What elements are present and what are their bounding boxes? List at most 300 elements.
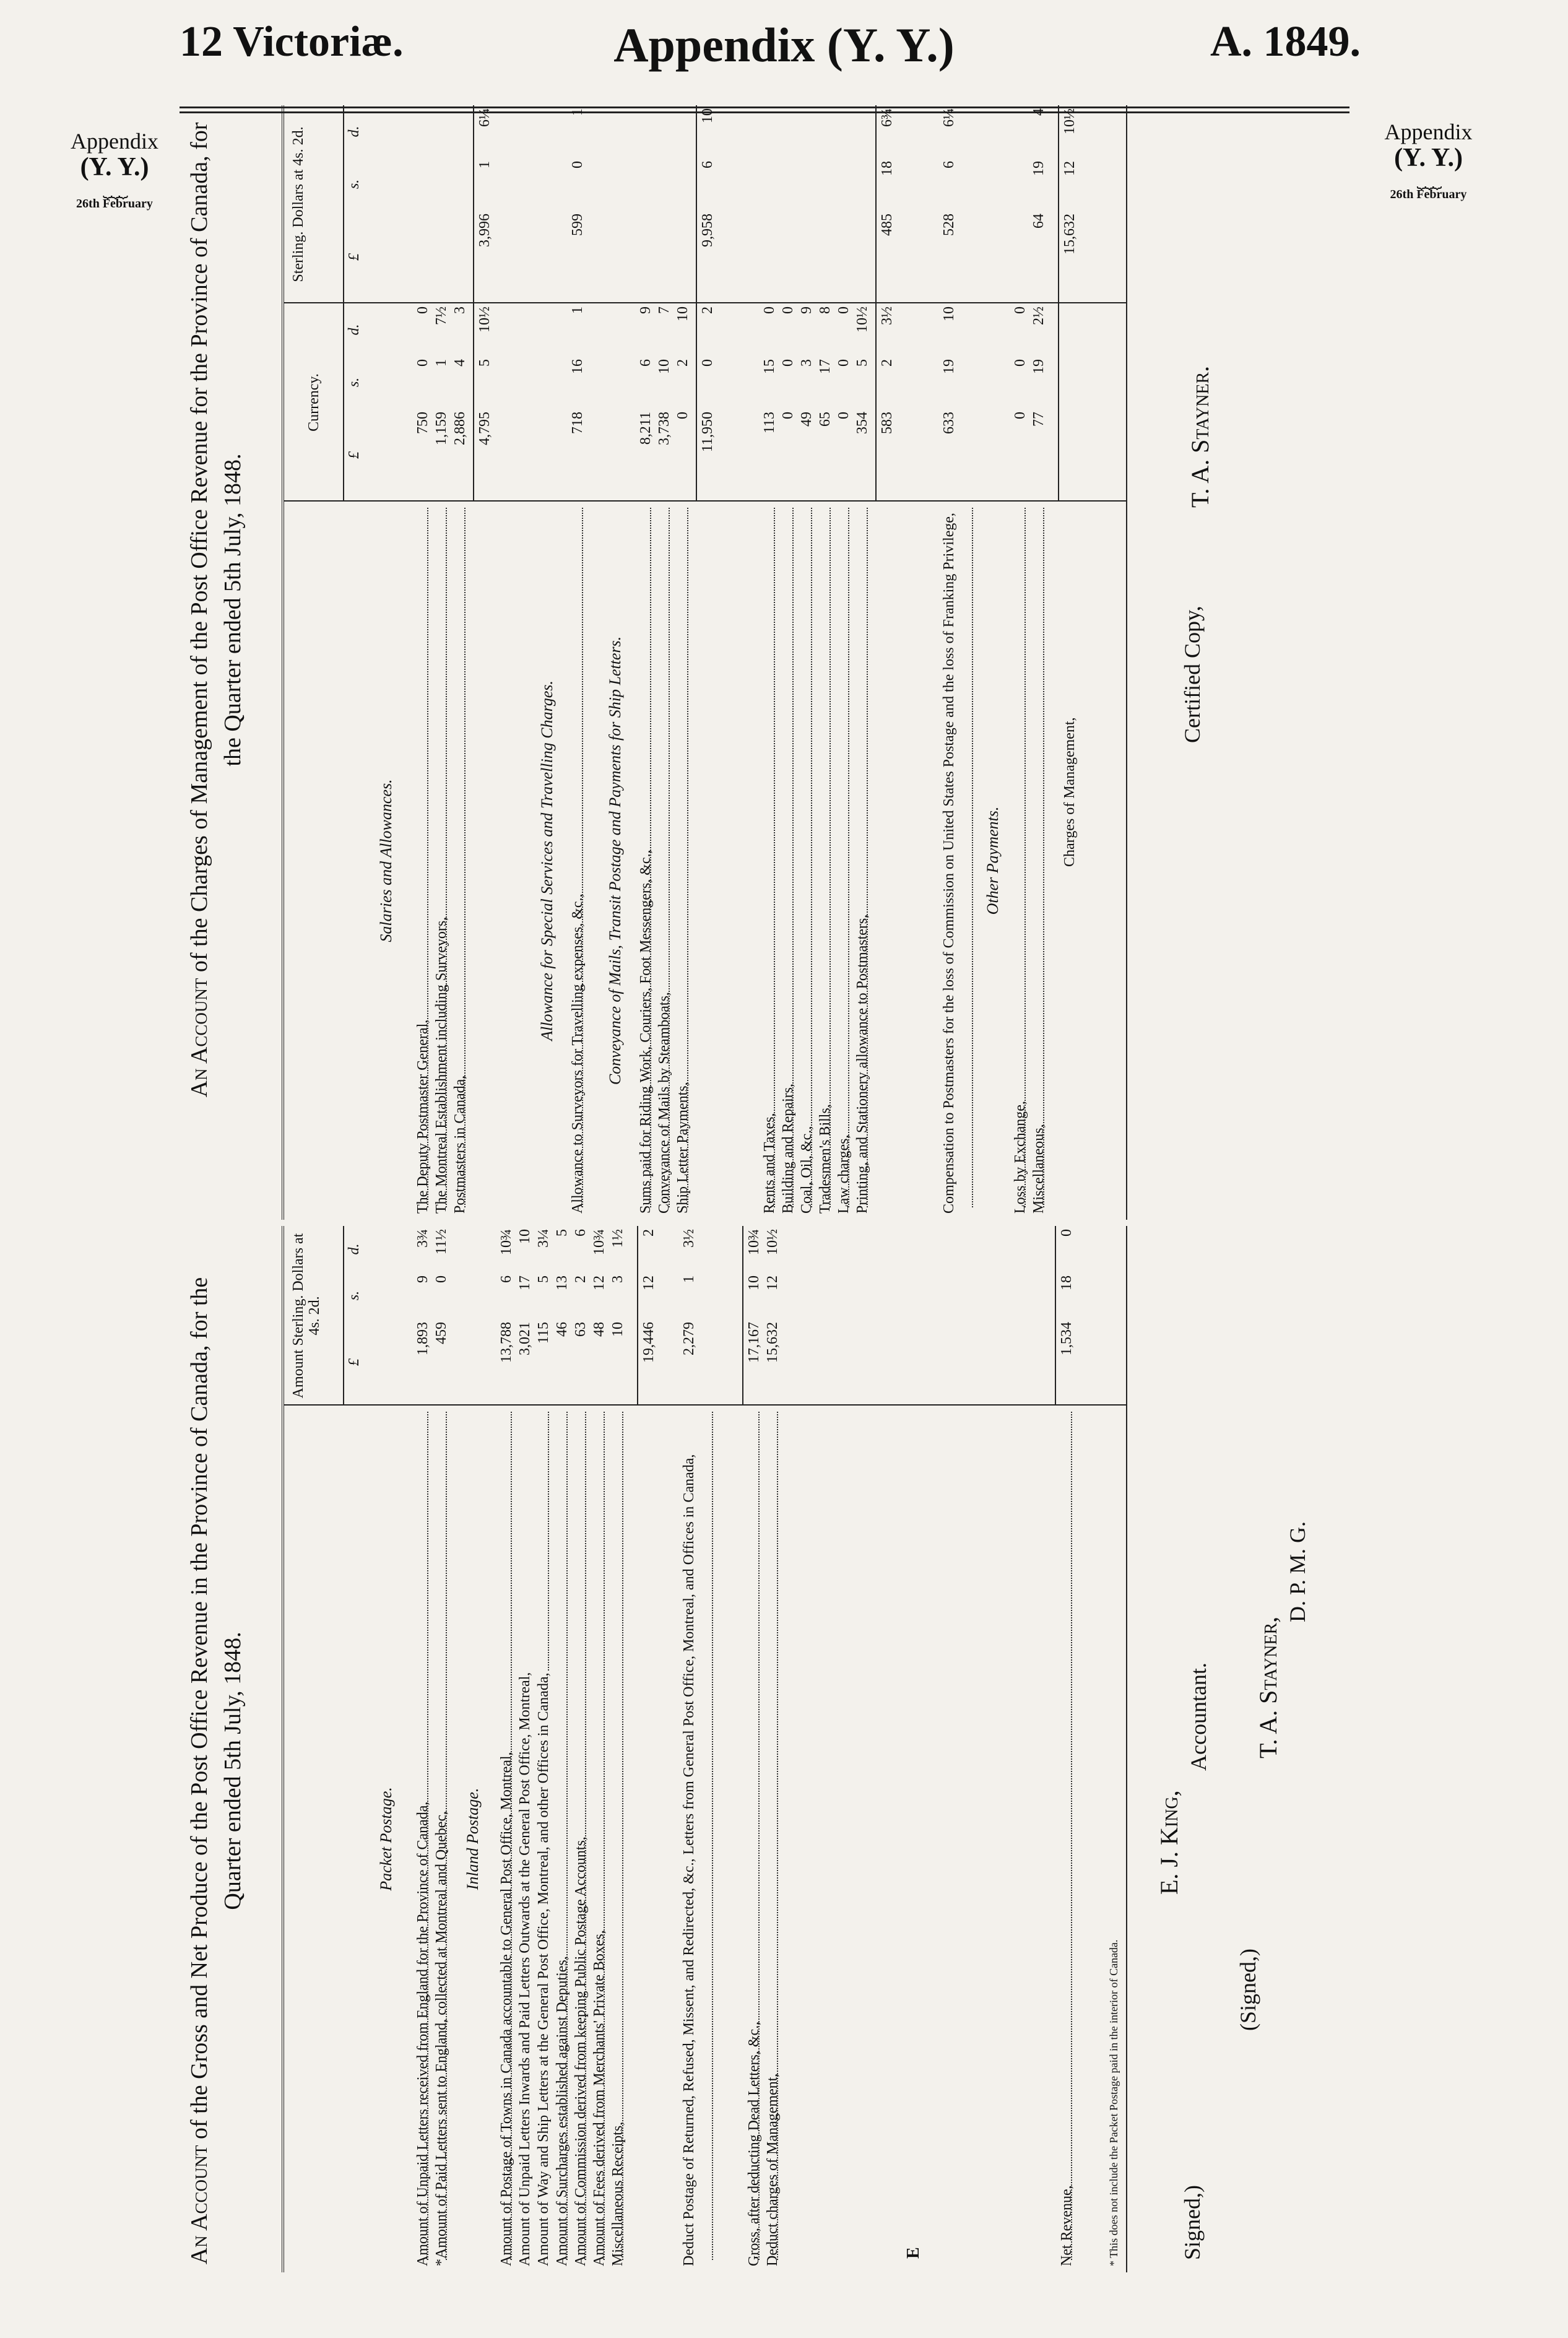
table-row — [535, 1226, 552, 2272]
leader-dots — [591, 1412, 605, 2260]
table-row — [451, 105, 469, 1220]
amount-cell: 17,167 — [746, 1322, 762, 1363]
account1-footnote: * This does not include the Packet Postage paid in the interior of Canada. — [1107, 1939, 1120, 2266]
table-row — [1011, 105, 1029, 1220]
unit-shillings: s. — [346, 377, 362, 388]
signatory-1-name: E. J. King, — [1155, 1790, 1183, 1895]
leader-dots — [637, 508, 651, 1207]
amount-cell: 7 — [656, 306, 672, 314]
amount-cell: 1 — [570, 306, 586, 314]
amount-cell: 2 — [879, 359, 895, 367]
amount-cell: 65 — [817, 412, 833, 427]
certified-copy-label: Certified Copy, — [1180, 606, 1205, 743]
amount-cell: 48 — [591, 1322, 607, 1337]
amount-cell: 12 — [1062, 161, 1078, 176]
leader-dots — [745, 1412, 760, 2260]
amount-cell: 3,738 — [656, 412, 672, 445]
account2-title-rest: of the Charges of Management of the Post Office Revenue for the Province of Canada, for the Quarter ended 5th July, 1848. — [186, 122, 246, 973]
amount-cell: 6¼ — [941, 108, 957, 127]
signatory-2-name: T. A. Stayner, — [1254, 1616, 1282, 1758]
sum-rule — [1055, 1226, 1056, 1406]
account2-col-head-currency: Currency. — [306, 373, 322, 432]
amount-cell: 3 — [452, 306, 468, 314]
amount-cell: 10¾ — [746, 1229, 762, 1255]
row-description — [674, 508, 691, 1214]
row-label: Gross, after deducting Dead Letters, &c., — [746, 2019, 762, 2266]
row-description — [940, 508, 977, 1214]
section-heading: Salaries and Allowances. — [377, 779, 395, 942]
amount-cell: 1 — [433, 359, 449, 367]
amount-cell: 0 — [761, 306, 778, 314]
amount-cell: 6¾ — [879, 108, 895, 127]
amount-cell: 0 — [1012, 306, 1028, 314]
margin-note-right — [1359, 121, 1498, 201]
amount-cell: 13,788 — [498, 1322, 514, 1363]
amount-cell: 0 — [700, 359, 716, 367]
amount-cell: 5 — [854, 359, 870, 367]
table-row — [609, 1226, 626, 2272]
amount-cell: 2 — [641, 1229, 657, 1236]
account1-title — [183, 1275, 249, 2266]
leader-dots — [656, 508, 670, 1207]
amount-cell: 583 — [879, 412, 895, 434]
leader-dots — [553, 1412, 568, 2260]
amount-cell: 0 — [780, 412, 796, 419]
amount-cell: 17 — [517, 1275, 533, 1290]
row-label: Coal, Oil, &c., — [799, 1124, 815, 1214]
leader-dots — [1058, 1412, 1072, 2260]
amount-cell: 11,950 — [700, 412, 716, 453]
leader-dots — [569, 508, 583, 1207]
row-description — [637, 508, 654, 1214]
row-label: Ship Letter Payments, — [675, 1079, 691, 1214]
column-head-rule — [343, 105, 344, 502]
leader-dots — [414, 508, 428, 1207]
amount-cell: 18 — [879, 161, 895, 176]
amount-cell: 9 — [638, 306, 654, 314]
row-description — [656, 508, 673, 1214]
amount-cell: 18 — [1059, 1275, 1075, 1290]
row-description — [816, 508, 834, 1214]
row-description — [414, 508, 431, 1214]
table-row — [553, 1226, 571, 2272]
table-row — [572, 1226, 589, 2272]
amount-cell: 459 — [433, 1322, 449, 1344]
certified-name: T. A. Stayner. — [1186, 365, 1214, 508]
amount-cell: 1 — [570, 108, 586, 116]
amount-cell: 15 — [761, 359, 778, 374]
table-row — [745, 1226, 763, 2272]
table-row — [699, 105, 716, 1220]
table-row — [854, 105, 871, 1220]
unit-shillings: s. — [346, 1290, 362, 1301]
amount-cell: 12 — [591, 1275, 607, 1290]
leader-dots — [699, 1412, 713, 2260]
section-heading: Inland Postage. — [464, 1788, 482, 1890]
leader-dots — [779, 508, 794, 1207]
table-row — [476, 105, 493, 1220]
row-label: Law charges, — [836, 1132, 852, 1214]
row-label: Allowance to Surveyors for Travelling expenses, &c., — [570, 891, 586, 1214]
row-description — [1030, 508, 1047, 1214]
amount-cell: 3 — [610, 1275, 626, 1283]
amount-cell: 46 — [554, 1322, 570, 1337]
leader-dots — [761, 508, 775, 1207]
amount-cell: 10 — [941, 306, 957, 321]
row-label: Net Revenue, — [1059, 2183, 1075, 2266]
amount-cell: 4 — [1031, 108, 1047, 116]
signatory-2 — [1254, 1617, 1283, 1758]
account2-title-caps: An Account — [186, 978, 212, 1098]
amount-cell: 354 — [854, 412, 870, 434]
amount-cell: 49 — [799, 412, 815, 427]
amount-cell: 3½ — [879, 306, 895, 325]
row-label: Charges of Management, — [1062, 715, 1078, 867]
table-row — [779, 105, 797, 1220]
unit-pounds: £ — [346, 451, 362, 459]
row-description — [1061, 508, 1078, 1214]
amount-cell: 19,446 — [641, 1322, 657, 1363]
margin-date: 26th February — [1390, 188, 1467, 202]
amount-cell: 0 — [1059, 1229, 1075, 1236]
row-label: Amount of Fees derived from Merchants' Private Boxes, — [591, 1927, 607, 2266]
account1-title-rest: of the Gross and Net Produce of the Post Office Revenue in the Province of Canada, for the Quarter ended 5th July, 1848. — [186, 1277, 246, 2139]
leader-dots — [764, 1412, 778, 2260]
margin-appendix: Appendix — [71, 129, 158, 154]
amount-cell: 0 — [780, 359, 796, 367]
table-row — [761, 105, 778, 1220]
table-row — [1058, 1226, 1075, 2272]
row-label: Loss by Exchange, — [1012, 1098, 1028, 1214]
leader-dots — [433, 1412, 447, 2260]
amount-cell: 1 — [681, 1275, 697, 1283]
row-label: Deduct Postage of Returned, Refused, Missent, and Redirected, &c., Letters from General Post Office, Montreal, and Offices in Canada, — [681, 1452, 697, 2266]
leader-dots — [572, 1412, 586, 2260]
table-row — [674, 105, 691, 1220]
table-row — [878, 105, 896, 1220]
row-label: Postmasters in Canada, — [452, 1073, 468, 1214]
section-heading: Other Payments. — [984, 806, 1002, 915]
row-description — [761, 508, 778, 1214]
row-description — [854, 508, 871, 1214]
row-label: Compensation to Postmasters for the loss of Commission on United States Postage and the loss of Franking Privilege, — [941, 510, 957, 1214]
row-description — [609, 1412, 626, 2266]
row-label: Amount of Commission derived from keeping Public Postage Accounts, — [573, 1834, 589, 2266]
amount-cell: 7½ — [433, 306, 449, 325]
row-description — [414, 1412, 431, 2266]
amount-cell: 8 — [817, 306, 833, 314]
charges-table — [282, 105, 1127, 1220]
amount-cell: 10 — [700, 108, 716, 123]
amount-cell: 0 — [675, 412, 691, 419]
row-description — [451, 508, 469, 1214]
margin-appendix: Appendix — [1384, 120, 1473, 144]
row-label: *Amount of Paid Letters sent to England, collected at Montreal and Quebec, — [433, 1809, 449, 2266]
leader-dots — [1030, 508, 1044, 1207]
row-description — [569, 508, 586, 1214]
row-label: The Montreal Establishment including Surveyors, — [433, 915, 449, 1214]
column-divider — [284, 1404, 1126, 1406]
account2-col-head-sterling: Sterling. Dollars at 4s. 2d. — [290, 126, 306, 282]
signatory-1-title: Accountant. — [1186, 1662, 1211, 1771]
amount-cell: 0 — [415, 359, 431, 367]
amount-cell: 0 — [1012, 359, 1028, 367]
amount-cell: 3¾ — [415, 1229, 431, 1248]
table-row — [640, 1226, 657, 2272]
amount-cell: 15,632 — [1062, 214, 1078, 254]
amount-cell: 3½ — [681, 1229, 697, 1248]
amount-cell: 64 — [1031, 214, 1047, 228]
amount-cell: 0 — [836, 306, 852, 314]
amount-cell: 4,795 — [477, 412, 493, 445]
amount-cell: 1,159 — [433, 412, 449, 445]
leader-dots — [959, 508, 973, 1207]
row-label: The Deputy Postmaster General, — [415, 1017, 431, 1214]
table-row — [414, 105, 431, 1220]
amount-cell: 3 — [799, 359, 815, 367]
signatory-1 — [1154, 1790, 1184, 1895]
amount-cell: 4 — [452, 359, 468, 367]
amount-cell: 11½ — [433, 1229, 449, 1255]
signed-label-2: (Signed,) — [1236, 1949, 1260, 2031]
amount-cell: 3,996 — [477, 214, 493, 247]
row-label: Miscellaneous, — [1031, 1121, 1047, 1214]
signatory-2-title: D. P. M. G. — [1285, 1521, 1310, 1622]
amount-cell: 77 — [1031, 412, 1047, 427]
table-row — [680, 1226, 698, 2272]
amount-cell: 1½ — [610, 1229, 626, 1248]
row-description — [498, 1412, 515, 2266]
table-row — [835, 105, 852, 1220]
leader-dots — [498, 1412, 512, 2260]
amount-cell: 1,893 — [415, 1322, 431, 1355]
margin-date: 26th February — [76, 197, 153, 211]
amount-cell: 0 — [1012, 412, 1028, 419]
unit-pounds: £ — [346, 253, 362, 261]
table-row — [498, 1226, 515, 2272]
amount-cell: 9,958 — [700, 214, 716, 247]
amount-cell: 2 — [700, 306, 716, 314]
amount-cell: 10½ — [854, 306, 870, 332]
sum-rule — [473, 105, 474, 502]
amount-cell: 6 — [941, 161, 957, 168]
table-row — [940, 105, 958, 1220]
column-head-rule — [343, 1226, 344, 1406]
leader-dots — [816, 508, 831, 1207]
leader-dots — [433, 508, 447, 1207]
amount-cell: 115 — [535, 1322, 552, 1344]
row-description — [433, 1412, 450, 2266]
amount-cell: 5 — [554, 1229, 570, 1236]
row-label: Tradesmen's Bills, — [817, 1102, 833, 1214]
sum-rule — [1058, 105, 1059, 502]
amount-cell: 750 — [415, 412, 431, 434]
amount-cell: 12 — [641, 1275, 657, 1290]
sum-rule — [742, 1226, 743, 1406]
amount-cell: 1 — [477, 161, 493, 168]
margin-brace: ⏟⏟⏟ — [103, 180, 126, 198]
row-label: Sums paid for Riding Work, Couriers, Foot Messengers, &c., — [638, 847, 654, 1214]
table-row — [816, 105, 834, 1220]
unit-pounds: £ — [346, 1358, 362, 1366]
table-row — [637, 105, 654, 1220]
amount-cell: 10½ — [765, 1229, 781, 1255]
row-description — [553, 1412, 571, 2266]
table-row — [798, 105, 815, 1220]
account2-title — [183, 105, 249, 1115]
running-head-left: 12 Victoriæ. — [180, 18, 404, 66]
amount-cell: 10 — [675, 306, 691, 321]
amount-cell: 9 — [799, 306, 815, 314]
rotated-page-body — [164, 99, 1340, 2291]
amount-cell: 5 — [535, 1275, 552, 1283]
amount-cell: 12 — [765, 1275, 781, 1290]
running-head-right: A. 1849. — [1210, 18, 1361, 66]
amount-cell: 6¼ — [477, 108, 493, 127]
amount-cell: 16 — [570, 359, 586, 374]
amount-cell: 10 — [610, 1322, 626, 1337]
margin-code: (Y. Y.) — [1394, 143, 1463, 172]
leader-dots — [835, 508, 849, 1207]
amount-cell: 718 — [570, 412, 586, 434]
amount-cell: 528 — [941, 214, 957, 236]
amount-cell: 10½ — [1062, 108, 1078, 134]
amount-cell: 2,279 — [681, 1322, 697, 1355]
row-label: Amount of Unpaid Letters received from England for the Province of Canada, — [415, 1799, 431, 2266]
amount-cell: 10½ — [477, 306, 493, 332]
amount-cell: 0 — [433, 1275, 449, 1283]
leader-dots — [451, 508, 466, 1207]
row-label: Building and Repairs, — [780, 1081, 796, 1214]
row-description — [433, 508, 450, 1214]
row-description — [798, 508, 815, 1214]
amount-cell: 2½ — [1031, 306, 1047, 325]
leader-dots — [798, 508, 812, 1207]
amount-cell: 17 — [817, 359, 833, 374]
amount-cell: 10 — [746, 1275, 762, 1290]
row-label: Amount of Unpaid Letters Inwards and Paid Letters Outwards at the General Post Office, Montreal, — [517, 1670, 533, 2266]
section-heading: Allowance for Special Services and Travelling Charges. — [538, 680, 556, 1041]
section-heading: Conveyance of Mails, Transit Postage and Payments for Ship Letters. — [606, 636, 624, 1085]
account1-col-head: Amount Sterling. Dollars at 4s. 2d. — [290, 1233, 323, 1399]
amount-cell: 19 — [941, 359, 957, 374]
amount-cell: 5 — [477, 359, 493, 367]
table-row — [433, 105, 450, 1220]
amount-cell: 0 — [780, 306, 796, 314]
leader-dots — [609, 1412, 623, 2260]
sum-rule — [696, 105, 697, 502]
amount-cell: 10 — [517, 1229, 533, 1244]
amount-cell: 633 — [941, 412, 957, 434]
amount-cell: 3,021 — [517, 1322, 533, 1355]
amount-cell: 10¾ — [498, 1229, 514, 1255]
table-row — [764, 1226, 781, 2272]
row-label: Conveyance of Mails by Steamboats, — [656, 989, 672, 1214]
section-heading: Packet Postage. — [377, 1787, 395, 1891]
amount-cell: 113 — [761, 412, 778, 434]
leader-dots — [1011, 508, 1026, 1207]
amount-cell: 2 — [573, 1275, 589, 1283]
row-label: Printing, and Stationery allowance to Postmasters, — [854, 912, 870, 1214]
row-description — [779, 508, 797, 1214]
table-row — [591, 1226, 608, 2272]
unit-pence: d. — [346, 1243, 362, 1255]
table-row — [1061, 105, 1078, 1220]
table-row — [569, 105, 586, 1220]
amount-cell: 1,534 — [1059, 1322, 1075, 1355]
margin-brace: ⏟⏟⏟ — [1416, 170, 1440, 189]
table-row — [656, 105, 673, 1220]
row-description — [835, 508, 852, 1214]
amount-cell: 485 — [879, 214, 895, 236]
row-description — [572, 1412, 589, 2266]
amount-cell: 15,632 — [765, 1322, 781, 1363]
row-label: Deduct charges of Management, — [765, 2071, 781, 2266]
row-label: Amount of Postage of Towns in Canada accountable to General Post Office, Montreal, — [498, 1749, 514, 2266]
amount-cell: 6 — [498, 1275, 514, 1283]
leader-dots — [674, 508, 688, 1207]
table-row — [433, 1226, 450, 2272]
account1-title-caps: An Account — [186, 2145, 212, 2265]
amount-cell: 63 — [573, 1322, 589, 1337]
amount-cell: 13 — [554, 1275, 570, 1290]
amount-cell: 599 — [570, 214, 586, 236]
amount-cell: 8,211 — [638, 412, 654, 445]
gross-net-table — [282, 1226, 1127, 2272]
margin-letter-e: E — [904, 2247, 923, 2259]
amount-cell: 10¾ — [591, 1229, 607, 1255]
row-label: Miscellaneous Receipts, — [610, 2119, 626, 2266]
unit-pence: d. — [346, 126, 362, 137]
amount-cell: 0 — [415, 306, 431, 314]
sum-rule — [875, 105, 877, 502]
margin-code: (Y. Y.) — [80, 152, 149, 181]
amount-cell: 6 — [700, 161, 716, 168]
row-label: Amount of Surcharges established against Deputies, — [554, 1953, 570, 2266]
leader-dots — [414, 1412, 428, 2260]
row-description — [745, 1412, 763, 2266]
unit-shillings: s. — [346, 179, 362, 189]
amount-cell: 3¼ — [535, 1229, 552, 1248]
row-description — [680, 1412, 717, 2266]
leader-dots — [854, 508, 868, 1207]
amount-cell: 19 — [1031, 359, 1047, 374]
amount-cell: 10 — [656, 359, 672, 374]
table-row — [516, 1226, 534, 2272]
amount-cell: 6 — [638, 359, 654, 367]
amount-cell: 6 — [573, 1229, 589, 1236]
amount-cell: 0 — [836, 359, 852, 367]
unit-pence: d. — [346, 324, 362, 336]
amount-cell: 9 — [415, 1275, 431, 1283]
row-description — [591, 1412, 608, 2266]
amount-cell: 2,886 — [452, 412, 468, 445]
amount-cell: 0 — [836, 412, 852, 419]
row-label: Amount of Way and Ship Letters at the General Post Office, Montreal, and other Offices in Canada, — [535, 1671, 552, 2266]
amount-cell: 0 — [570, 161, 586, 168]
sum-rule — [637, 1226, 638, 1406]
margin-note-left — [59, 130, 170, 211]
row-description — [1058, 1412, 1075, 2266]
table-row — [414, 1226, 431, 2272]
running-head-center: Appendix (Y. Y.) — [613, 18, 955, 72]
row-label: Rents and Taxes, — [761, 1110, 778, 1214]
amount-cell: 2 — [675, 359, 691, 367]
table-row — [1030, 105, 1047, 1220]
amount-cell: 19 — [1031, 161, 1047, 176]
signed-label-1: Signed,) — [1180, 2185, 1205, 2260]
row-description — [1011, 508, 1029, 1214]
